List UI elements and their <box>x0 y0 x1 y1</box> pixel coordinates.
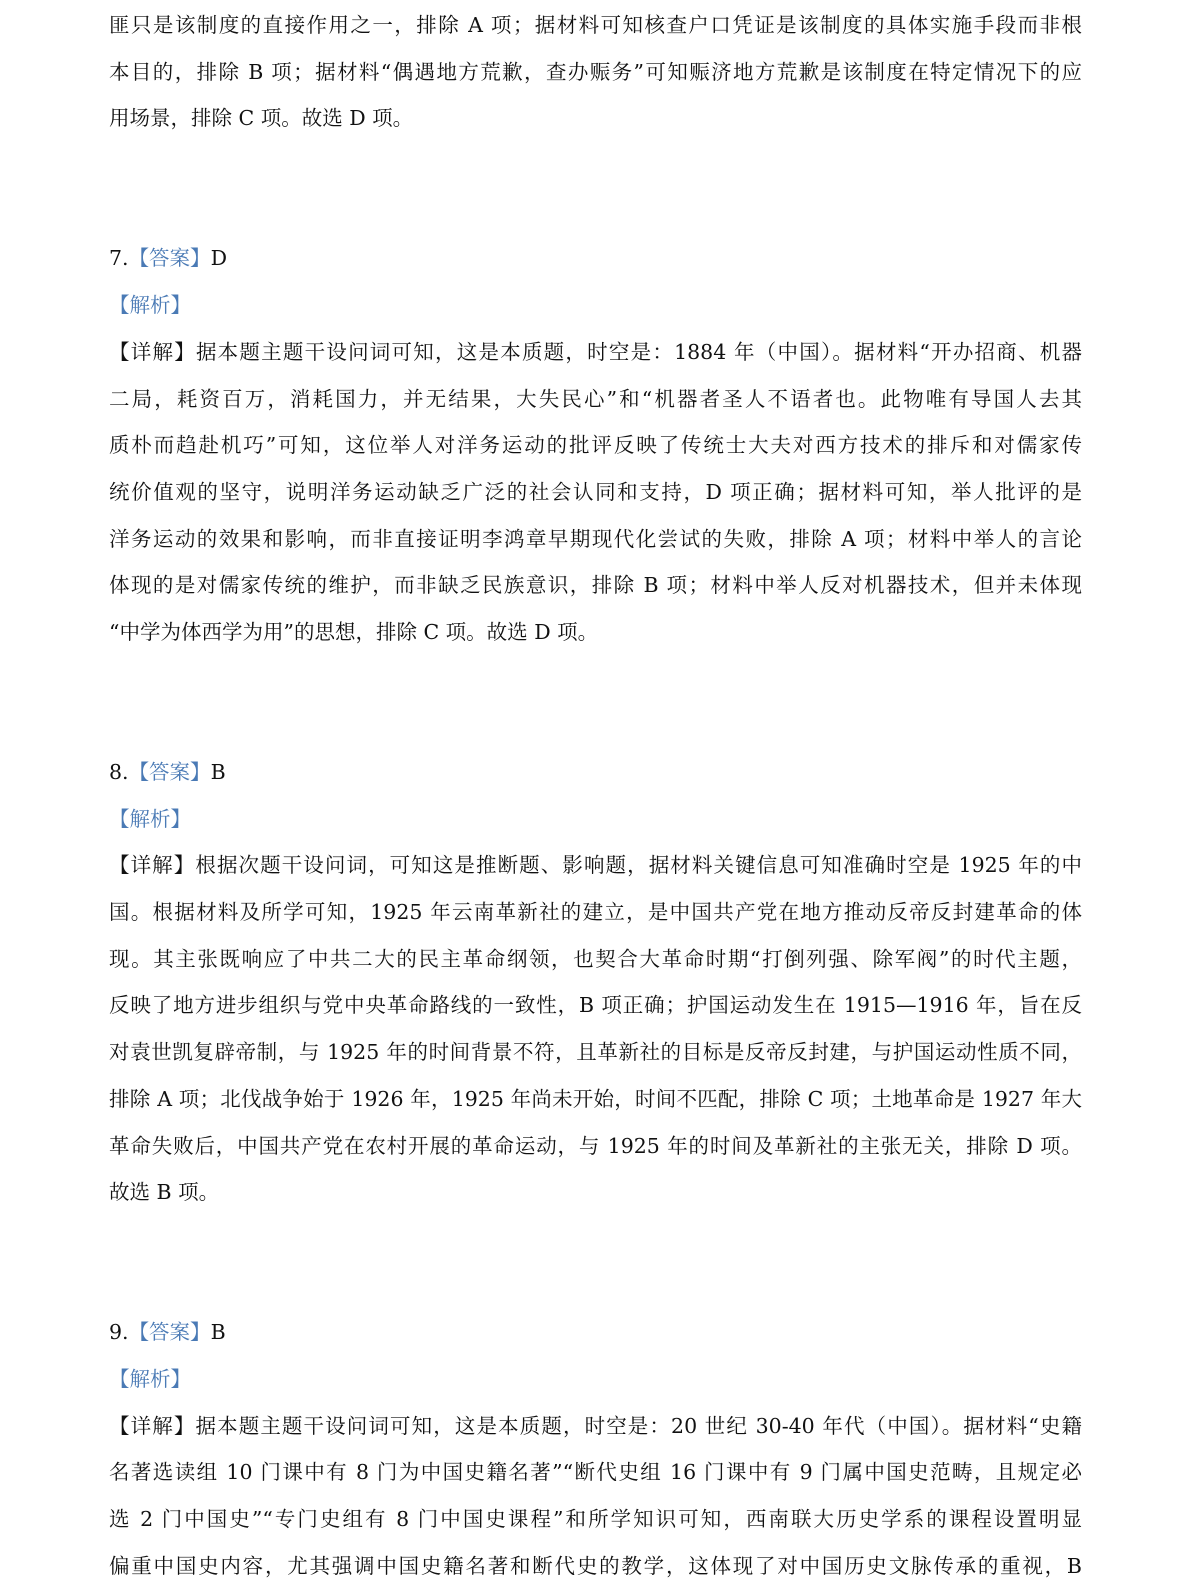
blank-line <box>109 1263 1082 1310</box>
answer-line <box>109 1309 1082 1356</box>
paragraph-line <box>109 1403 1082 1450</box>
detail-label: 【详解】 <box>109 1413 196 1438</box>
answer-line <box>109 235 1082 282</box>
paragraph-line <box>109 422 1082 469</box>
paragraph-line <box>109 936 1082 983</box>
paragraph-text: 二局，耗资百万，消耗国力，并无结果，大失民心”和“机器者圣人不语者也。此物唯有导国人去其 <box>109 386 1082 411</box>
paragraph-text: 洋务运动的效果和影响，而非直接证明李鸿章早期现代化尝试的失败，排除 A 项；材料中举人的言论 <box>109 526 1082 551</box>
analysis-label: 【解析】 <box>109 293 191 318</box>
paragraph-line <box>109 1169 1082 1216</box>
blank-line <box>109 189 1082 236</box>
paragraph-line <box>109 1076 1082 1123</box>
blank-line <box>109 702 1082 749</box>
paragraph-line <box>109 609 1082 656</box>
analysis-label: 【解析】 <box>109 1366 191 1391</box>
answer-value: B <box>210 760 226 784</box>
paragraph-text: 偏重中国史内容，尤其强调中国史籍名著和断代史的教学，这体现了对中国历史文脉传承的重视，B <box>109 1553 1082 1578</box>
paragraph-line <box>109 1123 1082 1170</box>
blank-line <box>109 142 1082 189</box>
paragraph-line <box>109 889 1082 936</box>
answer-line <box>109 749 1082 796</box>
paragraph-text: 对袁世凯复辟帝制，与 1925 年的时间背景不符，且革新社的目标是反帝反封建，与护国运动性质不同， <box>109 1040 1082 1065</box>
paragraph-text: 排除 A 项；北伐战争始于 1926 年，1925 年尚未开始，时间不匹配，排除 C 项；土地革命是 1927 年大 <box>109 1086 1082 1111</box>
paragraph-line: 匪只是该制度的直接作用之一，排除 A 项；据材料可知核查户口凭证是该制度的具体实施手段而非根 <box>109 13 1082 37</box>
paragraph-text: 质朴而趋赴机巧”可知，这位举人对洋务运动的批评反映了传统士大夫对西方技术的排斥和对儒家传 <box>109 433 1082 458</box>
paragraph-line <box>109 1029 1082 1076</box>
answer-label: 【答案】 <box>128 246 211 271</box>
question-number: 9. <box>109 1320 129 1345</box>
paragraph-text: 名著选读组 10 门课中有 8 门为中国史籍名著”“断代史组 16 门课中有 9 门属中国史范畴，且规定必 <box>109 1460 1082 1485</box>
paragraph-line <box>109 562 1082 609</box>
answer-label: 【答案】 <box>128 1320 211 1345</box>
detail-label: 【详解】 <box>109 339 196 364</box>
detail-label: 【详解】 <box>109 853 196 878</box>
paragraph-line <box>109 1543 1082 1589</box>
analysis-label: 【解析】 <box>109 806 191 831</box>
paragraph-line <box>109 1496 1082 1543</box>
paragraph-line <box>109 329 1082 376</box>
blank-line <box>109 656 1082 703</box>
paragraph-line <box>109 469 1082 516</box>
paragraph-line <box>109 1449 1082 1496</box>
paragraph-text: 现。其主张既响应了中共二大的民主革命纲领，也契合大革命时期“打倒列强、除军阀”的时代主题， <box>109 946 1082 971</box>
answer-label: 【答案】 <box>128 760 211 784</box>
paragraph-text: 革命失败后，中国共产党在农村开展的革命运动，与 1925 年的时间及革新社的主张无关，排除 D 项。 <box>109 1133 1082 1158</box>
paragraph-line <box>109 516 1082 563</box>
paragraph-line: 本目的，排除 B 项；据材料“偶遇地方荒歉，查办赈务”可知赈济地方荒歉是该制度在特定情况下的应 <box>109 59 1082 84</box>
paragraph-text: “中学为体西学为用”的思想，排除 C 项。故选 D 项。 <box>109 619 599 644</box>
paragraph-text: 国。根据材料及所学可知，1925 年云南革新社的建立，是中国共产党在地方推动反帝反封建革命的体 <box>109 900 1082 925</box>
paragraph-line <box>109 376 1082 423</box>
paragraph-text: 体现的是对儒家传统的维护，而非缺乏民族意识，排除 B 项；材料中举人反对机器技术，但并未体现 <box>109 573 1082 598</box>
paragraph-text: 故选 B 项。 <box>109 1180 220 1205</box>
analysis-heading <box>109 796 1082 843</box>
analysis-heading <box>109 1356 1082 1403</box>
paragraph-line <box>109 842 1082 889</box>
question-number: 7. <box>109 246 129 271</box>
paragraph-text: 根据次题干设问词，可知这是推断题、影响题，据材料关键信息可知准确时空是 1925 年的中 <box>195 853 1082 878</box>
question-number: 8. <box>109 760 129 784</box>
blank-line <box>109 1216 1082 1263</box>
paragraph-line <box>109 982 1082 1029</box>
paragraph-text: 据本题主题干设问词可知，这是本质题，时空是：1884 年（中国）。据材料“开办招商、机器 <box>195 339 1082 364</box>
paragraph-line: 用场景，排除 C 项。故选 D 项。 <box>109 106 414 131</box>
answer-value: B <box>210 1320 226 1345</box>
paragraph-text: 反映了地方进步组织与党中央革命路线的一致性，B 项正确；护国运动发生在 1915—1916 年，旨在反 <box>109 993 1082 1018</box>
paragraph-text: 统价值观的坚守，说明洋务运动缺乏广泛的社会认同和支持，D 项正确；据材料可知，举人批评的是 <box>109 479 1082 504</box>
analysis-heading <box>109 282 1082 329</box>
document-page <box>109 2 1082 1589</box>
answer-value: D <box>210 246 227 271</box>
paragraph-text: 选 2 门中国史”“专门史组有 8 门中国史课程”和所学知识可知，西南联大历史学系的课程设置明显 <box>109 1507 1082 1531</box>
paragraph-text: 据本题主题干设问词可知，这是本质题，时空是：20 世纪 30-40 年代（中国）。据材料“史籍 <box>195 1413 1082 1438</box>
